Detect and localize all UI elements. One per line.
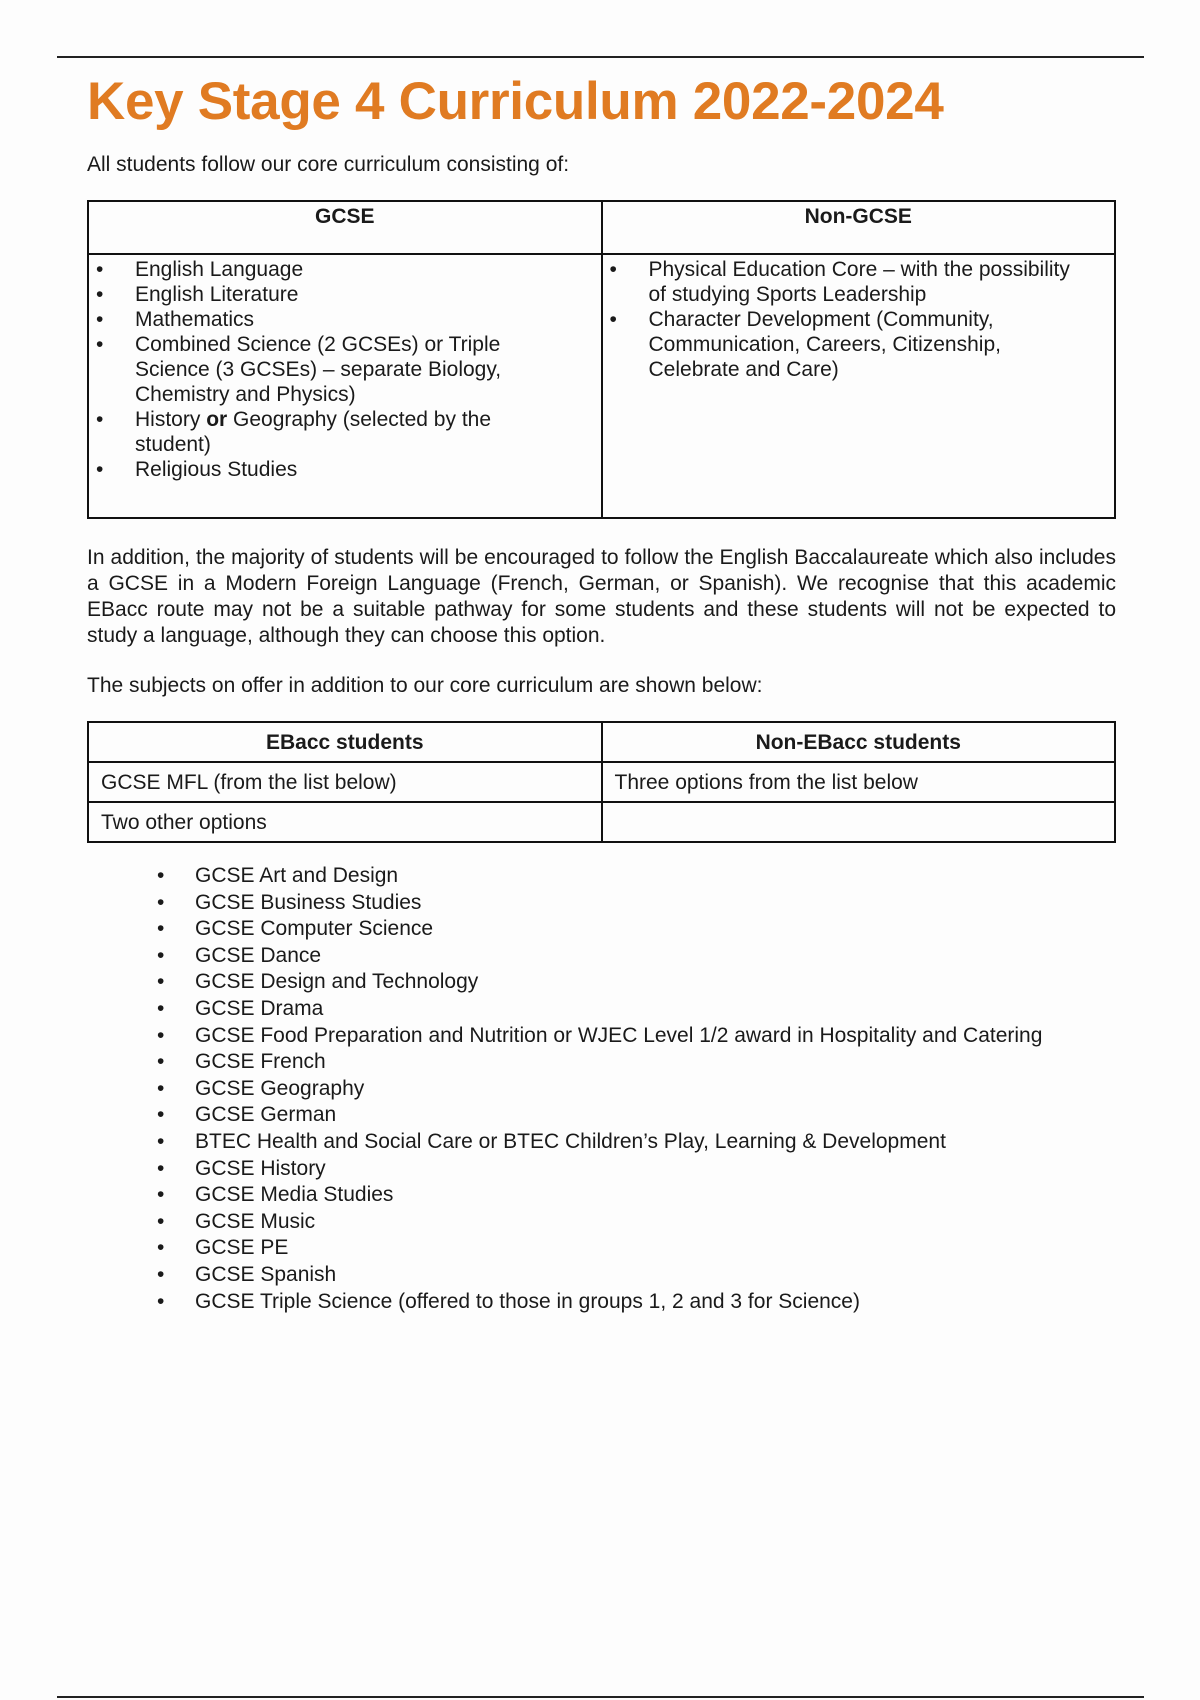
list-item [89, 407, 601, 457]
table-cell: GCSE MFL (from the list below) [88, 762, 602, 802]
list-item: • English Language [89, 257, 601, 282]
list-item-bold: or [206, 408, 228, 431]
ebacc-paragraph: In addition, the majority of students will be encouraged to follow the English Baccalaureate which also includes a GCSE in a Modern Foreign Language (French, German, or Spanish). We recognise that this academic EBacc route may not be a suitable pathway for some students and these students will not be expected to study a language, although they can choose this option. [87, 546, 1116, 647]
list-item: • Character Development (Community, Communication, Careers, Citizenship, Celebrate and Care) [603, 307, 1115, 382]
gcse-list [89, 257, 601, 482]
table-cell: Three options from the list below [602, 762, 1116, 802]
top-rule [57, 56, 1144, 58]
list-item: • GCSE Media Studies [87, 1182, 1116, 1209]
non-ebacc-header: Non-EBacc students [602, 722, 1116, 762]
list-item-text: History [135, 408, 207, 431]
list-item: • GCSE Business Studies [87, 890, 1116, 917]
list-item: • GCSE Spanish [87, 1262, 1116, 1289]
list-item: • GCSE PE [87, 1235, 1116, 1262]
list-item: • Mathematics [89, 307, 601, 332]
list-item: • BTEC Health and Social Care or BTEC Children’s Play, Learning & Development [87, 1129, 1116, 1156]
table-cell: Two other options [88, 802, 602, 842]
list-item: • English Literature [89, 282, 601, 307]
list-item-text: Geography (selected by the student) [135, 408, 492, 456]
list-item: • Physical Education Core – with the possibility of studying Sports Leadership [603, 257, 1115, 307]
list-item: • Combined Science (2 GCSEs) or Triple Science (3 GCSEs) – separate Biology, Chemistry and Physics) [89, 332, 601, 407]
non-gcse-header: Non-GCSE [602, 201, 1116, 254]
list-item: • GCSE German [87, 1102, 1116, 1129]
non-gcse-list [603, 257, 1115, 382]
core-curriculum-table [87, 200, 1116, 519]
gcse-cell [88, 254, 602, 518]
list-item: • GCSE Music [87, 1209, 1116, 1236]
document-page [87, 60, 1116, 1315]
list-item: • GCSE Geography [87, 1076, 1116, 1103]
list-item: • GCSE Computer Science [87, 916, 1116, 943]
intro-text: All students follow our core curriculum consisting of: [87, 153, 570, 176]
options-list [87, 863, 1116, 1315]
list-item: • GCSE Food Preparation and Nutrition or WJEC Level 1/2 award in Hospitality and Catering [87, 1023, 1116, 1050]
list-item: • Religious Studies [89, 457, 601, 482]
table-row [88, 802, 1115, 842]
list-item: • GCSE Design and Technology [87, 969, 1116, 996]
list-item: • GCSE Triple Science (offered to those in groups 1, 2 and 3 for Science) [87, 1289, 1116, 1316]
list-item: • GCSE French [87, 1049, 1116, 1076]
ebacc-header: EBacc students [88, 722, 602, 762]
subjects-paragraph: The subjects on offer in addition to our core curriculum are shown below: [87, 674, 763, 697]
list-item: • GCSE Drama [87, 996, 1116, 1023]
list-item: • GCSE Dance [87, 943, 1116, 970]
page-title: Key Stage 4 Curriculum 2022-2024 [87, 72, 944, 131]
bottom-rule [57, 1696, 1144, 1698]
list-item: • GCSE Art and Design [87, 863, 1116, 890]
list-item: • GCSE History [87, 1156, 1116, 1183]
gcse-header: GCSE [88, 201, 602, 254]
table-cell [602, 802, 1116, 842]
table-row [88, 762, 1115, 802]
options-table [87, 721, 1116, 843]
non-gcse-cell [602, 254, 1116, 518]
